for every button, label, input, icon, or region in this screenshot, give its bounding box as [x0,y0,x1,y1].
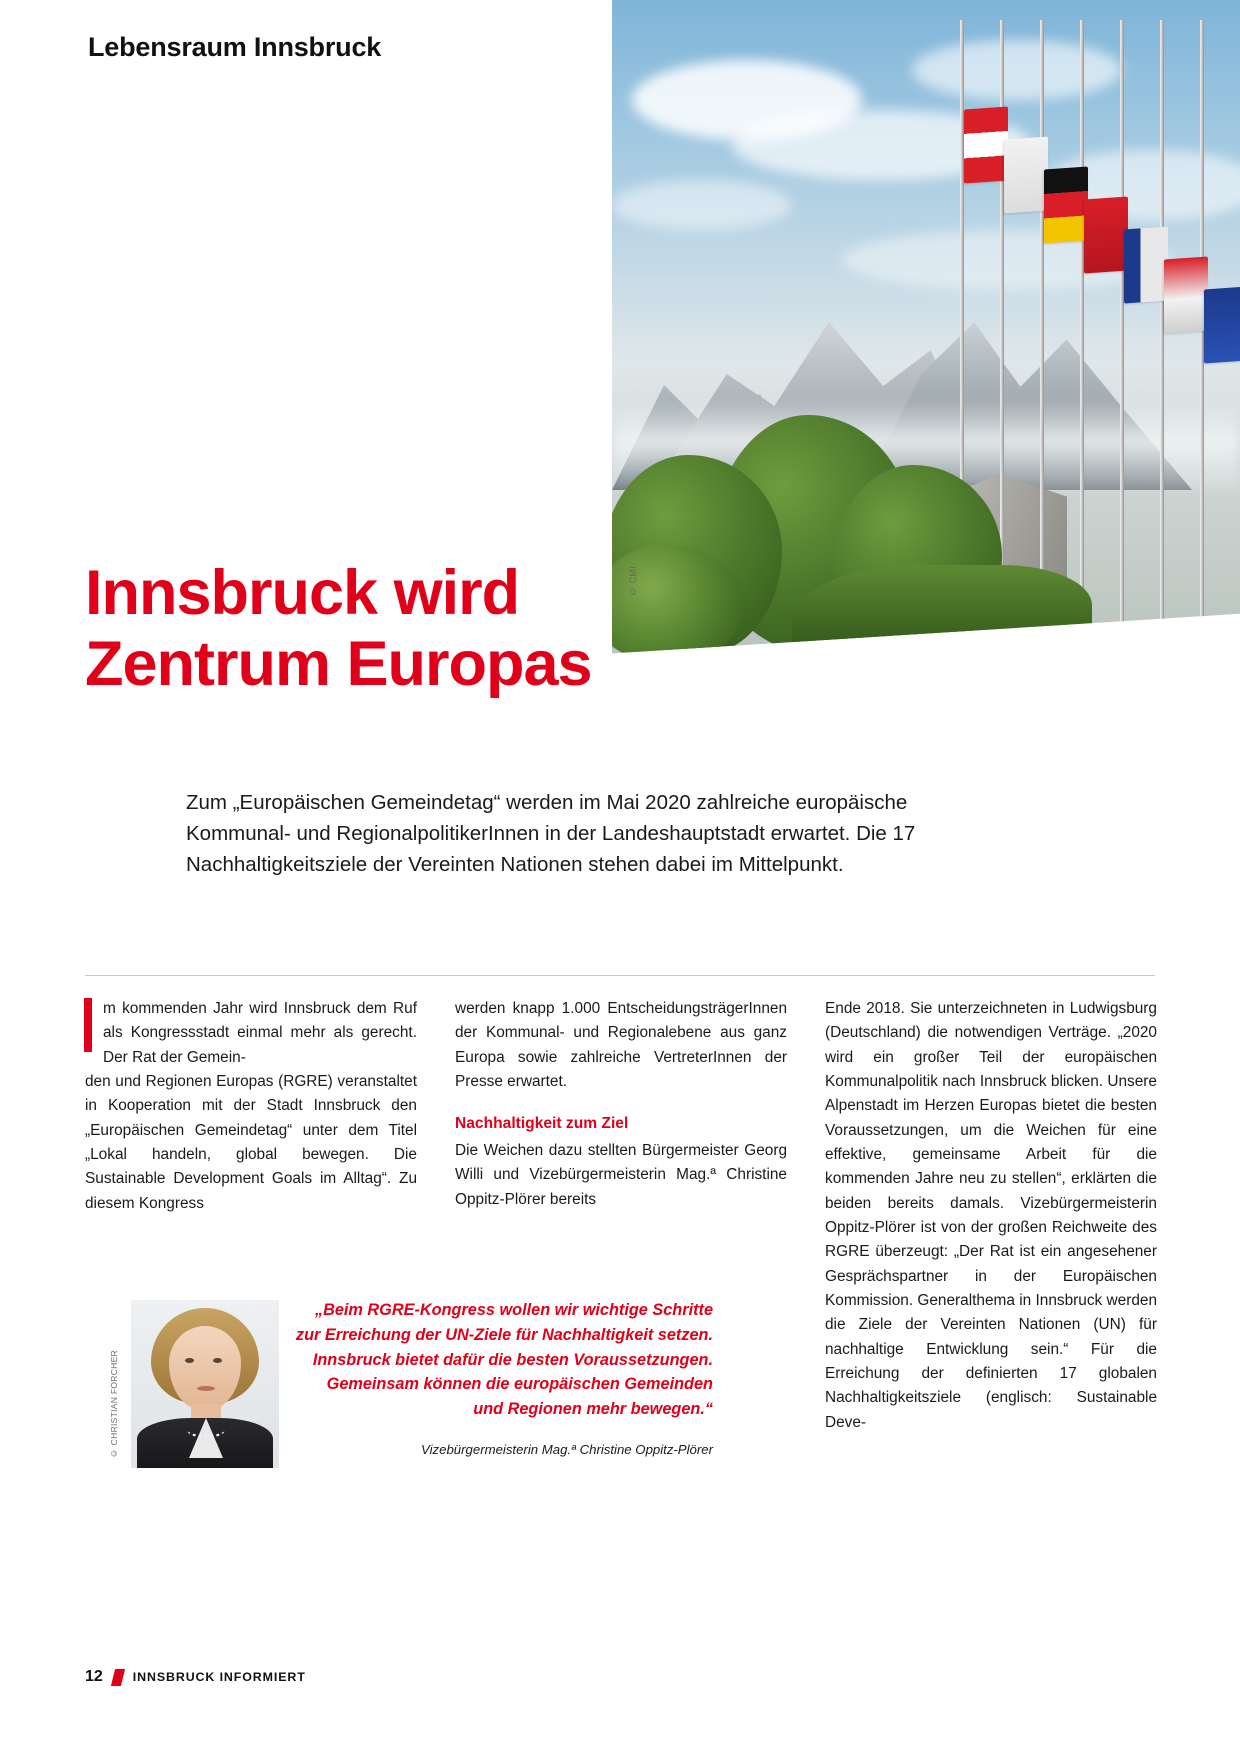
paragraph: den und Regionen Europas (RGRE) veranstaltet in Kooperation mit der Stadt Innsbruck den „Europäischen Gemeindetag“ unter dem Titel „Lokal handeln, global bewegen. Die Sustainable Development Goals im Alltag“. Zu diesem Kongress [85,1072,417,1212]
page-title: Innsbruck wird Zentrum Europas [85,558,592,699]
flag-eu [1204,286,1240,363]
hero-image-canvas [612,0,1240,660]
paragraph: werden knapp 1.000 EntscheidungsträgerInnen der Kommunal- und Regionalebene aus ganz Europa sowie zahlreiche VertreterInnen der Presse erwartet. [455,1000,787,1090]
flag-white [1004,136,1048,213]
divider [85,975,1155,976]
avatar-eye [213,1358,222,1363]
avatar [131,1300,279,1468]
lead-paragraph: Zum „Europäischen Gemeindetag“ werden im Mai 2020 zahlreiche europäische Kommunal- und RegionalpolitikerInnen in der Landeshauptstadt erwartet. Die 17 Nachhaltigkeitsziele der Vereinten Nationen stehen dabei im Mittelpunkt. [186,791,916,877]
flag-red-white [1164,256,1208,333]
publication-title: INNSBRUCK INFORMIERT [132,1670,306,1684]
avatar-eye [185,1358,194,1363]
flag-pole [1120,20,1124,626]
slash-icon [111,1669,125,1686]
page-footer [85,1668,306,1686]
paragraph: Die Weichen dazu stellten Bürgermeister Georg Willi und Vizebürgermeisterin Mag.ª Christine Oppitz-Plörer bereits [455,1141,787,1208]
page-number: 12 [85,1668,103,1685]
quote-text: „Beim RGRE-Kongress wollen wir wichtige Schritte zur Erreichung der UN-Ziele für Nachhaltigkeit setzen. Innsbruck bietet dafür die besten Voraussetzungen. Gemeinsam können die europäischen Gemeinden und Regionen mehr bewegen.“ [295,1301,713,1419]
avatar-mouth [197,1386,215,1391]
dropcap-bar [84,998,92,1052]
column-3 [825,997,1157,1435]
hedge-shape [792,565,1092,660]
flag-austria [964,106,1008,183]
section-kicker: Lebensraum Innsbruck [88,32,382,62]
cloud-shape [612,180,792,230]
quote-author: Vizebürgermeisterin Mag.ª Christine Oppitz-Plörer [421,1442,713,1457]
photo-credit: © CMI [628,566,638,597]
avatar-necklace [187,1422,225,1438]
flag-pole [1040,20,1044,608]
subheading: Nachhaltigkeit zum Ziel [455,1115,629,1133]
flag-red [1084,196,1128,273]
dropcap-block [85,997,417,1070]
flag-germany [1044,166,1088,243]
portrait-credit: © CHRISTIAN FORCHER [109,1350,119,1459]
paragraph: Ende 2018. Sie unterzeichneten in Ludwigsburg (Deutschland) die notwendigen Verträge. „2020 wird ein großer Teil der europäischen Kommunalpolitik nach Innsbruck blicken. Unsere Alpenstadt im Herzen Europas bietet die besten Voraussetzungen, um die Weichen für eine effektive, gemeinsame Arbeit für die kommenden Jahre neu zu stellen“, erklärten die beiden bereits damals. Vizebürgermeisterin Oppitz-Plörer ist von der großen Reichweite des RGRE überzeugt: „Der Rat ist ein angesehener Gesprächspartner in der Europäischen Kommission. Generalthema in Innsbruck werden die Ziele der Vereinten Nationen (UN) für nachhaltige Entwicklung sein.“ Für die Erreichung der definierten 17 globalen Nachhaltigkeitsziele (englisch: Sustainable Deve- [825,1000,1157,1431]
avatar-face [169,1326,241,1410]
flag-usa [1124,226,1168,303]
pull-quote [85,1290,785,1480]
flag-pole [1080,20,1084,618]
paragraph: m kommenden Jahr wird Innsbruck dem Ruf als Kongressstadt einmal mehr als gerecht. Der Rat der Gemein- [103,1000,417,1066]
hero-image [612,0,1240,660]
